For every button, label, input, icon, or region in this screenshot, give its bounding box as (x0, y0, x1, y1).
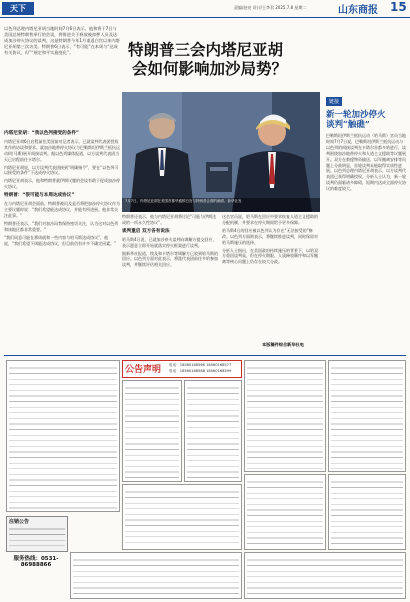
ad-block (244, 360, 326, 472)
ad-block (244, 474, 326, 550)
sidebar-title-line-2: 谈判“触礁” (326, 120, 370, 130)
sidebar-tag: 链接 (326, 97, 342, 106)
article-headline (128, 40, 378, 78)
hotline-text: 服务热线：0531-86988866 (13, 556, 59, 568)
ad-block (328, 360, 406, 472)
photo-caption: 7月7日，内塔尼亚胡在美国首都华盛顿白宫与特朗普会面的画面。新华社发 (122, 198, 320, 212)
paragraph: 在与内塔尼亚胡会面前，特朗普被问及是否将把加沙停火协议作为主要议题时说：“我们希望能达成协议，并能有所进展。他非常关注此事。” (4, 201, 120, 218)
ads-banner (122, 360, 242, 378)
paragraph: 特朗普还表示，“我们对加沙局势保持密切关注，认为这对以色列和该地区都非常重要。” (4, 220, 119, 232)
section-tag: 天下 (2, 2, 34, 15)
masthead (0, 0, 410, 18)
source-byline: 本版稿件综合新华社电 (262, 342, 304, 347)
lead-paragraph: 以色列总理内塔尼亚胡当地时间7月6日表示，他和将于7日与美国总统特朗普举行的会谈，将推进关于释放被扣押人员及达成加沙停火协议的谈判。这是特朗普今年1月重返白宫以来内塔尼亚胡第三次访美。特朗普6日表示，“有可能”在本周与“达成有关协议，但”“规定和平实施变化”。 (4, 26, 120, 56)
subheading-trump: 特朗普：“很可能与本周达成协议” (4, 193, 75, 199)
sidebar-title (326, 110, 406, 130)
edition-info: 责编/赵亮 设计/王李君 2025.7.8 星期二 (234, 5, 307, 10)
ad-block (70, 552, 242, 599)
ads-phone-line-2: 电话：18560168588 18560168599 (169, 368, 232, 373)
paragraph: 这名官员说，哈马斯在回应中要求恢复人道主义援助的分配机制，并要求在停火期间给予更多保障。 (222, 214, 318, 225)
classified-ads-section (4, 355, 406, 601)
page-number: 15 (390, 0, 407, 14)
photo-illustration (122, 92, 320, 212)
ad-block (6, 360, 120, 512)
subheading-netanyahu: 内塔尼亚胡：“我以色列接受的条件” (4, 131, 79, 136)
paragraph: 哈马斯4日的回应被以色列认为存在“无法接受的”修改。以色列方面则表示，将继续推进谈判，同时保留对哈马斯施压的选择。 (222, 227, 318, 245)
paragraph: 内塔尼亚胡表示，他和特朗普就伊朗议题的会谈有助于促成加沙停火协议。 (4, 178, 120, 190)
headline-line-2: 会如何影响加沙局势？ (132, 59, 288, 78)
news-photo (122, 92, 320, 212)
ads-label: 公告声明 (125, 365, 162, 375)
paragraph: 内塔尼亚胡6日启程前往美国前对记者表示，已就谈判代表团授权其作的访谈和要求。就加沙地带停火协议与巴勒斯坦伊斯兰抵抗运动(哈马斯)展开间接谈判。据以色列媒体报道，以方谈判代表团当天已启程前往卡塔尔。 (4, 138, 120, 162)
subheading-talks: 谈判重启 双方各有说法 (122, 228, 170, 234)
sidebar-link-box (326, 88, 406, 196)
paragraph: “我们同意可能在那周就和一些内容与哈马斯达成协议”，他说，“我们希望下周能达成协议，但目前仍有许多不确定因素。” (4, 234, 117, 246)
ad-block (328, 474, 406, 550)
article-column-middle (122, 214, 220, 268)
ad-block (122, 484, 242, 550)
headline-line-1: 特朗普三会内塔尼亚胡 (128, 40, 284, 59)
notice-title: 注销公告 (9, 519, 30, 525)
ad-block (244, 552, 406, 599)
paragraph: 内塔尼亚胡说，以方谈判代表团接到“明确指令”，要在“以色列可以接受的条件”下达成停火协议。 (4, 164, 119, 176)
article-column-middle-2 (222, 214, 320, 265)
ads-phones (169, 363, 231, 374)
notice-box (6, 516, 68, 552)
paragraph: 分析人士指出，在美国政府持续施压的背景下，以哈双方重回谈判桌，但在停火期限、人质释放顺序和以军撤离等核心问题上仍存在较大分歧。 (222, 247, 318, 265)
paragraph: 哈马斯4日说，已就加沙停火谈判向调解方提交回应，表示愿意立即开始就落实停火框架进行谈判。 (122, 236, 217, 248)
paragraph: 特朗普还表示，他与内塔尼亚胡将讨论“可能与伊朗达成的一项永久性协议”。 (122, 214, 217, 225)
ad-block (184, 380, 242, 482)
sidebar-title-line-1: 新一轮加沙停火 (326, 110, 386, 120)
paper-name: 山东商报 (338, 5, 378, 16)
article-column-left (4, 128, 120, 246)
ad-block (122, 380, 182, 482)
ads-phone-line-1: 电话：18560168566 18560168577 (169, 363, 232, 367)
paragraph: 据新华社报道，埃及和卡塔尔等调解方已收到哈马斯的回应。以色列方面对此表示，将派代表团前往多哈参加谈判，并继续评估相关回应。 (122, 250, 218, 268)
sidebar-body: 巴勒斯坦伊斯兰抵抗运动（哈马斯）官员当地时间7月7日说，巴勒斯坦伊斯兰抵抗运动与以色列的间接谈判在卡塔尔首都多哈进行，谈判围绕加沙地带停火和人道主义援助等议题展开。双方在救援物资输送、以军撤离安排等问题上分歧明显，首轮谈判未能取得实质性进展。以色列总理内塔尼亚胡表示，以方谈判代表团已获得明确授权。分析人士认为，新一轮谈判仍面临诸多障碍，短期内达成全面停火协议的难度较大。 (326, 133, 406, 192)
